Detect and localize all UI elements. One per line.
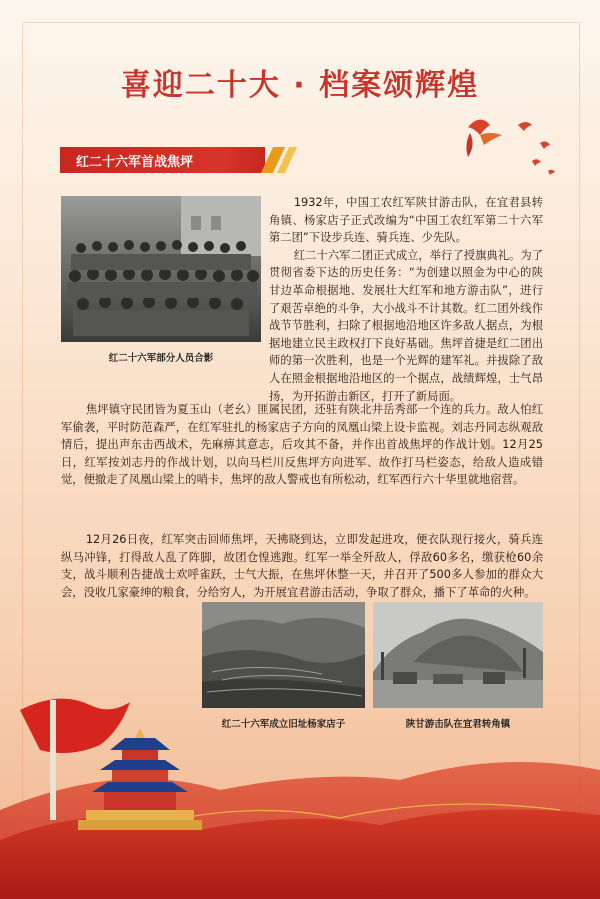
yangjiadianzi-caption: 红二十六军成立旧址杨家店子	[221, 719, 346, 730]
section-title: 红二十六军首战焦坪	[76, 155, 194, 170]
flying-birds-icon	[440, 105, 570, 185]
zhuanjiao-caption: 陕甘游击队在宜君转角镇	[405, 719, 511, 730]
paragraph-2: 焦坪镇守民团皆为夏玉山（老幺）匪属民团，还驻有陕北井岳秀部一个连的兵力。敌人怕红军偷袭，平时防范森严，在红军驻扎的杨家店子方向的凤凰山梁上设卡监视。刘志丹同志纵观敌情后，提出声东击西战术，先麻痹其意志，后攻其不备，并作出首战焦坪的作战计划。12月25日，红军按刘志丹的作战计划，以向马栏川反焦坪方向进军、故作打马栏姿态，给敌人造成错觉，便撤走了凤凰山梁上的哨卡，焦坪的敌人警戒也有所松动，红军西行六十华里就地宿营。	[61, 403, 543, 487]
paragraph-1a: 1932年，中国工农红军陕甘游击队，在宜君县转角镇、杨家店子正式改编为“中国工农红军第二十六军第二团”下设步兵连、骑兵连、少先队。	[269, 196, 543, 245]
paragraph-1	[269, 194, 543, 405]
paragraph-1b: 红二十六军二团正式成立，举行了授旗典礼。为了贯彻省委下达的历史任务：“为创建以照金为中心的陕甘边革命根据地、发展壮大红军和地方游击队”，进行了艰苦卓绝的斗争，大小战斗不计其数。红二团外线作战节节胜利，扫除了根据地沿地区许多敌人据点，为根据地建立民主政权打下良好基础。焦坪首捷是红二团出师的第一次胜利，也是一个光辉的建军礼。并拔除了敌人在照金根据地沿地区的一个据点，战绩辉煌，士气昂扬，为开拓游击新区，打开了新局面。	[269, 248, 543, 403]
group-photo-image	[61, 196, 261, 342]
poster-title: 喜迎二十大 · 档案颂辉煌	[120, 68, 480, 103]
group-photo	[61, 196, 261, 342]
group-photo-caption: 红二十六军部分人员合影	[108, 353, 214, 364]
paragraph-3: 12月26日夜，红军突击回师焦坪，天拂晓到达，立即发起进攻，便衣队现行接火，骑兵连纵马冲锋，打得敌人乱了阵脚，故团仓惶逃跑。红军一举全歼敌人，俘敌60多名，缴获枪60余支，战斗顺利告捷战士欢呼雀跃，士气大振，在焦坪休整一天，并召开了500多人参加的群众大会，没收几家豪绅的粮食，分给穷人，为开展宜君游击活动，争取了群众，播下了革命的火种。	[61, 533, 543, 599]
bottom-decoration	[0, 650, 600, 899]
section-banner	[60, 147, 265, 173]
